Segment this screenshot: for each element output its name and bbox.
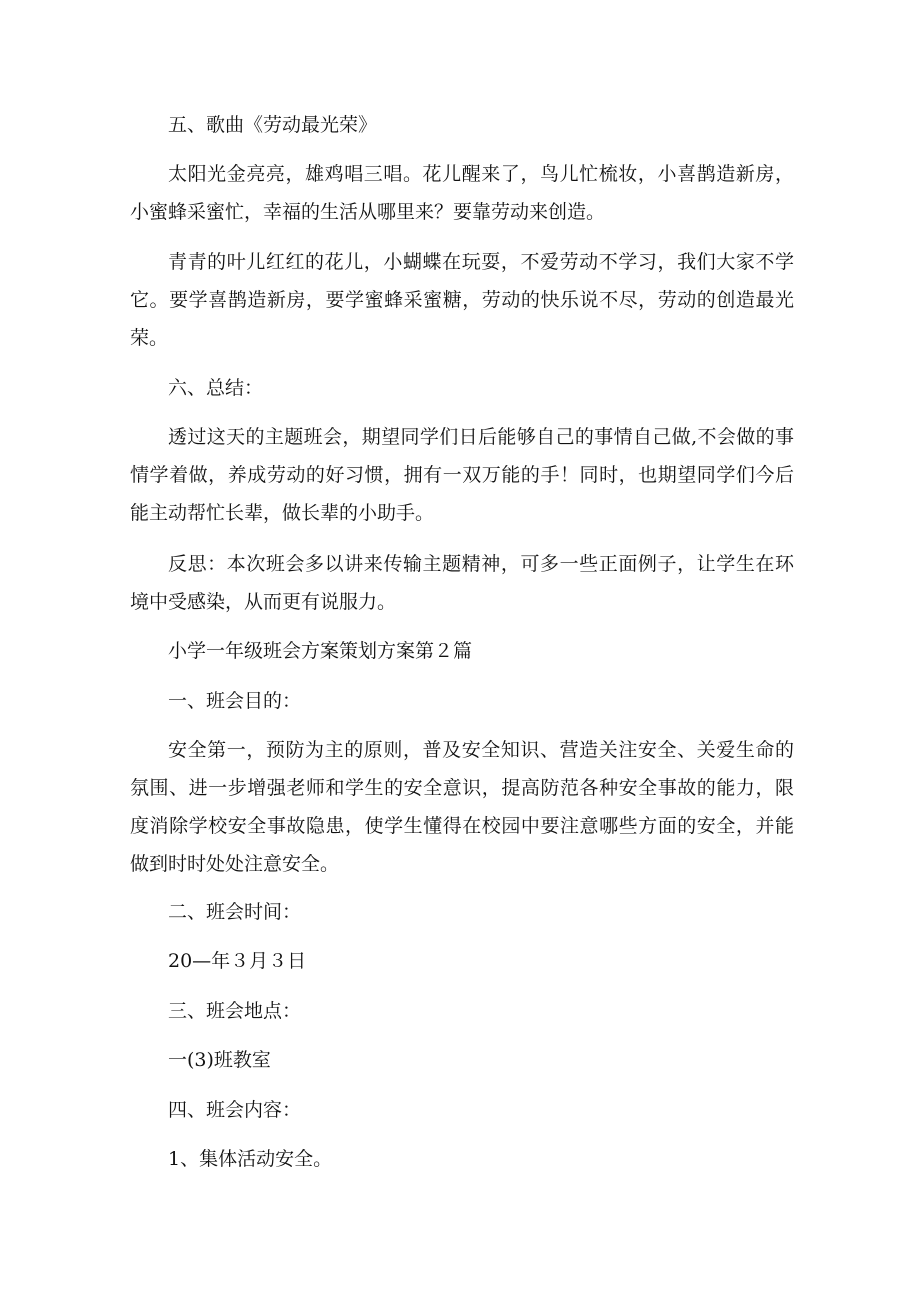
- purpose-paragraph: 安全第一，预防为主的原则，普及安全知识、营造关注安全、关爱生命的氛围、进一步增强老师和学生的安全意识，提高防范各种安全事故的能力，限度消除学校安全事故隐患，使学生懂得在校园中要注意哪些方面的安全，并能做到时时处处注意安全。: [130, 739, 794, 875]
- content-item-1: 1、集体活动安全。: [168, 1148, 333, 1170]
- meeting-date: 20—年３月３日: [168, 950, 307, 972]
- section-heading-summary: 六、总结：: [168, 377, 264, 399]
- section-heading-time: 二、班会时间：: [168, 901, 302, 923]
- song-verse-2: 青青的叶儿红红的花儿，小蝴蝶在玩耍，不爱劳动不学习，我们大家不学它。要学喜鹊造新房，要学蜜蜂采蜜糖，劳动的快乐说不尽，劳动的创造最光荣。: [130, 251, 794, 349]
- section-heading-content: 四、班会内容：: [168, 1099, 302, 1121]
- section-heading-purpose: 一、班会目的：: [168, 690, 302, 712]
- summary-paragraph: 透过这天的主题班会，期望同学们日后能够自己的事情自己做,不会做的事情学着做，养成劳动的好习惯，拥有一双万能的手！同时，也期望同学们今后能主动帮忙长辈，做长辈的小助手。: [130, 426, 794, 524]
- section-heading-location: 三、班会地点：: [168, 1000, 302, 1022]
- meeting-location: 一(3)班教室: [168, 1049, 271, 1071]
- section-heading-song: 五、歌曲《劳动最光荣》: [168, 114, 378, 136]
- song-verse-1: 太阳光金亮亮，雄鸡唱三唱。花儿醒来了，鸟儿忙梳妆，小喜鹊造新房，小蜜蜂采蜜忙，幸福的生活从哪里来？要靠劳动来创造。: [130, 163, 794, 223]
- reflection-paragraph: 反思：本次班会多以讲来传输主题精神，可多一些正面例子，让学生在环境中受感染，从而更有说服力。: [130, 553, 794, 613]
- article-title-part-2: 小学一年级班会方案策划方案第２篇: [168, 640, 473, 662]
